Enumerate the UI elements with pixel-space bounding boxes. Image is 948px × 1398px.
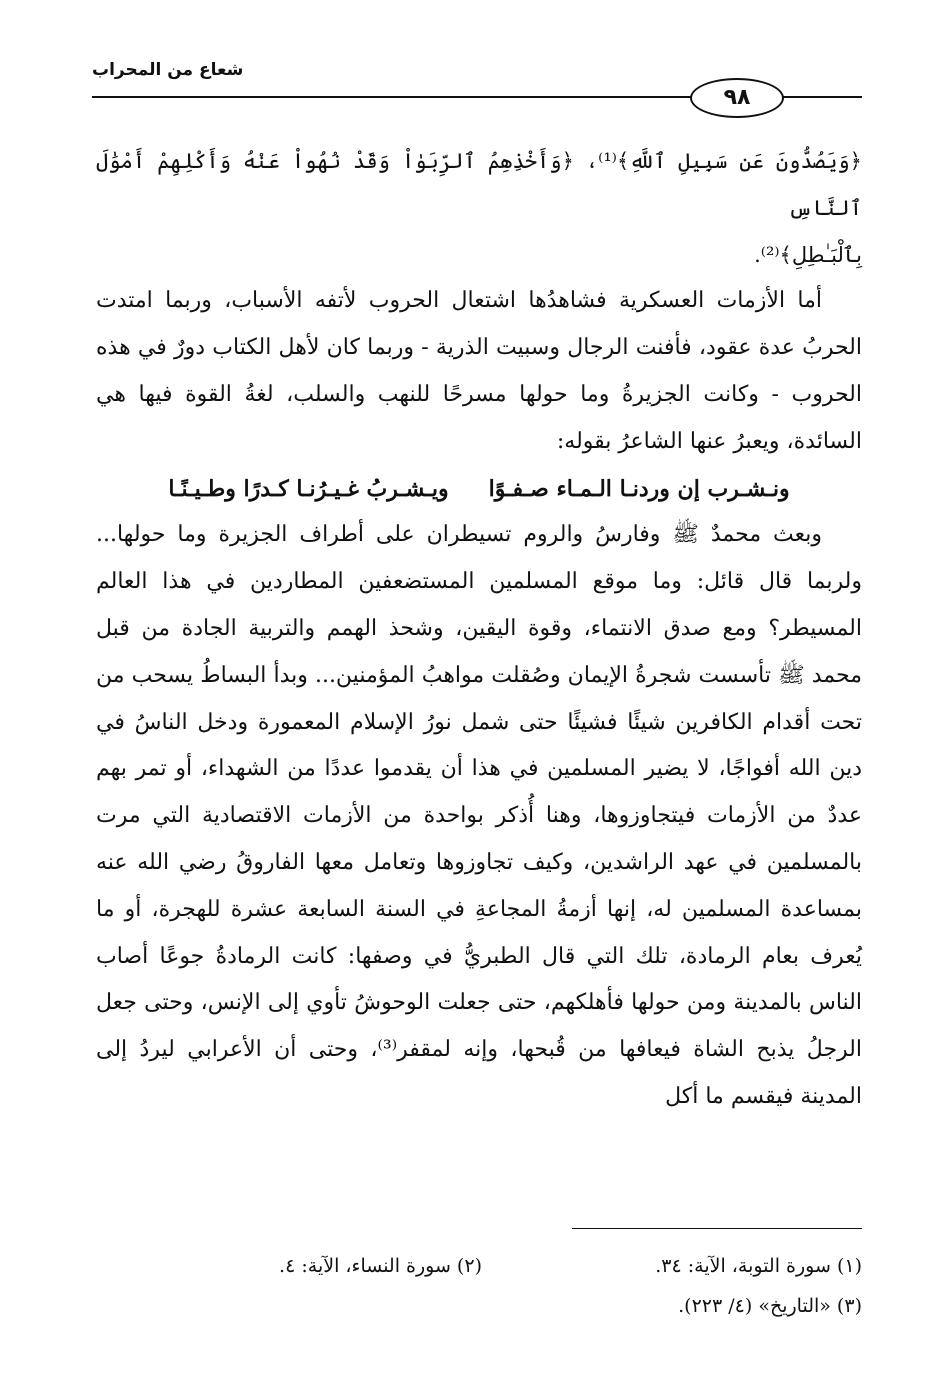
quran-quote-line-1: ﴿وَيَصُدُّونَ عَن سَبِيلِ ٱللَّهِ﴾⁽¹⁾، ﴿وَأَخْذِهِمُ ٱلرِّبَوٰاْ وَقَدْ نُهُواْ عَنْهُ وَأَكْلِهِمْ أَمْوَٰلَ ٱلنَّاسِ: [96, 149, 862, 220]
poetry-verse: [96, 466, 862, 513]
footnote-row-1: [96, 1246, 862, 1286]
quran-quote-line-2: بِٱلْبَـٰطِلِ﴾⁽²⁾.: [754, 242, 862, 267]
page-number: ٩٨: [690, 78, 784, 118]
verse-hemistich-1: ونـشـرب إن وردنـا الـمـاء صـفـوًا: [488, 475, 790, 502]
footnote-rule: [572, 1228, 862, 1229]
footnotes: [96, 1246, 862, 1326]
verse-hemistich-2: ويـشـربُ غـيـرُنـا كـدرًا وطـيـنًـا: [168, 475, 449, 502]
footnote-1: (١) سورة التوبة، الآية: ٣٤.: [655, 1255, 862, 1277]
paragraph-1: أما الأزمات العسكرية فشاهدُها اشتعال الحروب لأتفه الأسباب، وربما امتدت الحربُ عدة عقود، فأفنت الرجال وسبيت الذرية - وربما كان لأهل الكتاب دورٌ في هذه الحروب - وكانت الجزيرةُ وما حولها مسرحًا للنهب والسلب، لغةُ القوة فيها هي السائدة، ويعبرُ عنها الشاعرُ بقوله:: [96, 288, 862, 454]
running-title: شعاع من المحراب: [92, 60, 244, 80]
footnote-row-2: [96, 1286, 862, 1326]
paragraph-2: وبعث محمدٌ ﷺ وفارسُ والروم تسيطران على أطراف الجزيرة وما حولها... ولربما قال قائل: وما موقع المسلمين المستضعفين المطاردين في هذا العالم المسيطر؟ ومع صدق الانتماء، وقوة اليقين، وشحذ الهمم والتربية الجادة من قبل محمد ﷺ تأسست شجرةُ الإيمان وصُقلت مواهبُ المؤمنين... وبدأ البساطُ يسحب من تحت أقدام الكافرين شيئًا فشيئًا حتى شمل نورُ الإسلام المعمورة ودخل الناسُ في دين الله أفواجًا، لا يضير المسلمين في هذا أن يقدموا عددًا من الشهداء، أو تمر بهم عددٌ من الأزمات فيتجاوزوها، وهنا أُذكر بواحدة من الأزمات الاقتصادية التي مرت بالمسلمين في عهد الراشدين، وكيف تجاوزوها وتعامل معها الفاروقُ رضي الله عنه بمساعدة المسلمين له، إنها أزمةُ المجاعةِ في السنة السابعة عشرة للهجرة، أو ما يُعرف بعام الرمادة، تلك التي قال الطبريُّ في وصفها: كانت الرمادةُ جوعًا أصاب الناس بالمدينة ومن حولها فأهلكهم، حتى جعلت الوحوشُ تأوي إلى الإنس، وحتى جعل الرجلُ يذبح الشاة فيعافها من قُبحها، وإنه لمقفر⁽³⁾، وحتى أن الأعرابي ليردُ إلى المدينة فيقسم ما أكل: [96, 522, 862, 1109]
body-text: [96, 138, 862, 1121]
footnote-2: (٢) سورة النساء، الآية: ٤.: [279, 1255, 482, 1277]
footnote-3: (٣) «التاريخ» (٤/ ٢٢٣).: [678, 1295, 862, 1317]
